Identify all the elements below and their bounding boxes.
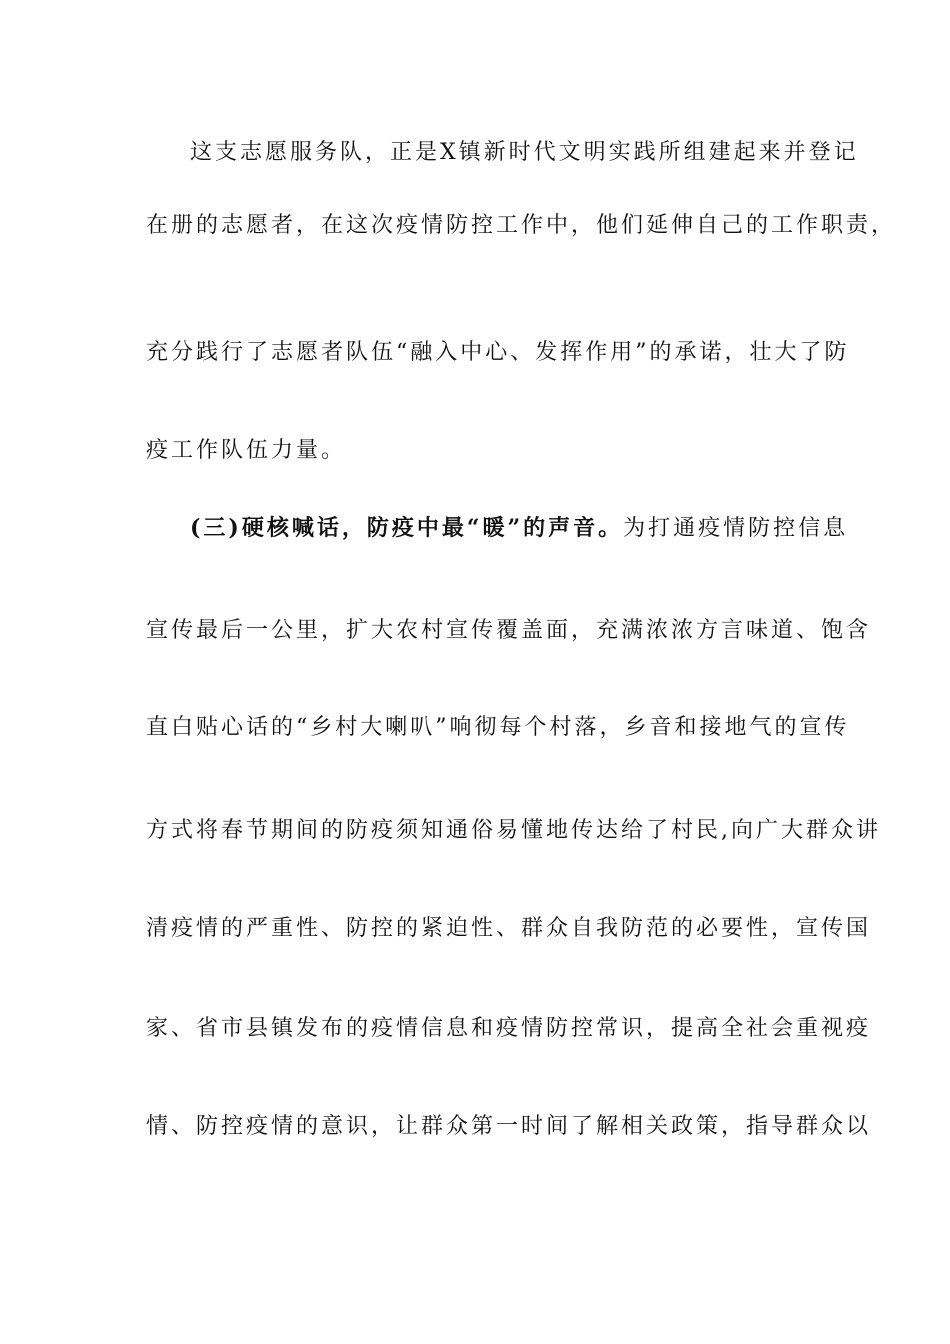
paragraph-1-line-4: 疫工作队伍力量。 [146, 438, 347, 463]
paragraph-2-line-5: 清疫情的严重性、防控的紧迫性、群众自我防范的必要性，宣传国 [146, 916, 872, 941]
paragraph-2-line-6: 家、省市县镇发布的疫情信息和疫情防控常识，提高全社会重视疫 [146, 1016, 872, 1041]
paragraph-2-line-2: 宣传最后一公里，扩大农村宣传覆盖面，充满浓浓方言味道、饱含 [146, 618, 872, 643]
paragraph-2-line-3: 直白贴心话的“乡村大喇叭”响彻每个村落，乡音和接地气的宣传 [146, 715, 850, 740]
paragraph-1-line-1: 这支志愿服务队，正是X镇新时代文明实践所组建起来并登记 [190, 140, 859, 165]
section-heading: (三)硬核喊话，防疫中最“暖”的声音。 [190, 515, 624, 541]
paragraph-1-line-3: 充分践行了志愿者队伍“融入中心、发挥作用”的承诺，壮大了防 [146, 340, 850, 365]
paragraph-2-line-7: 情、防控疫情的意识，让群众第一时间了解相关政策，指导群众以 [146, 1114, 872, 1139]
paragraph-2-line-1-text: 为打通疫情防控信息 [623, 516, 849, 541]
paragraph-2-line-4: 方式将春节期间的防疫须知通俗易懂地传达给了村民,向广大群众讲 [146, 818, 881, 843]
paragraph-2-line-1 [190, 513, 849, 544]
paragraph-1-line-2: 在册的志愿者，在这次疫情防控工作中，他们延伸自己的工作职责， [146, 213, 897, 238]
